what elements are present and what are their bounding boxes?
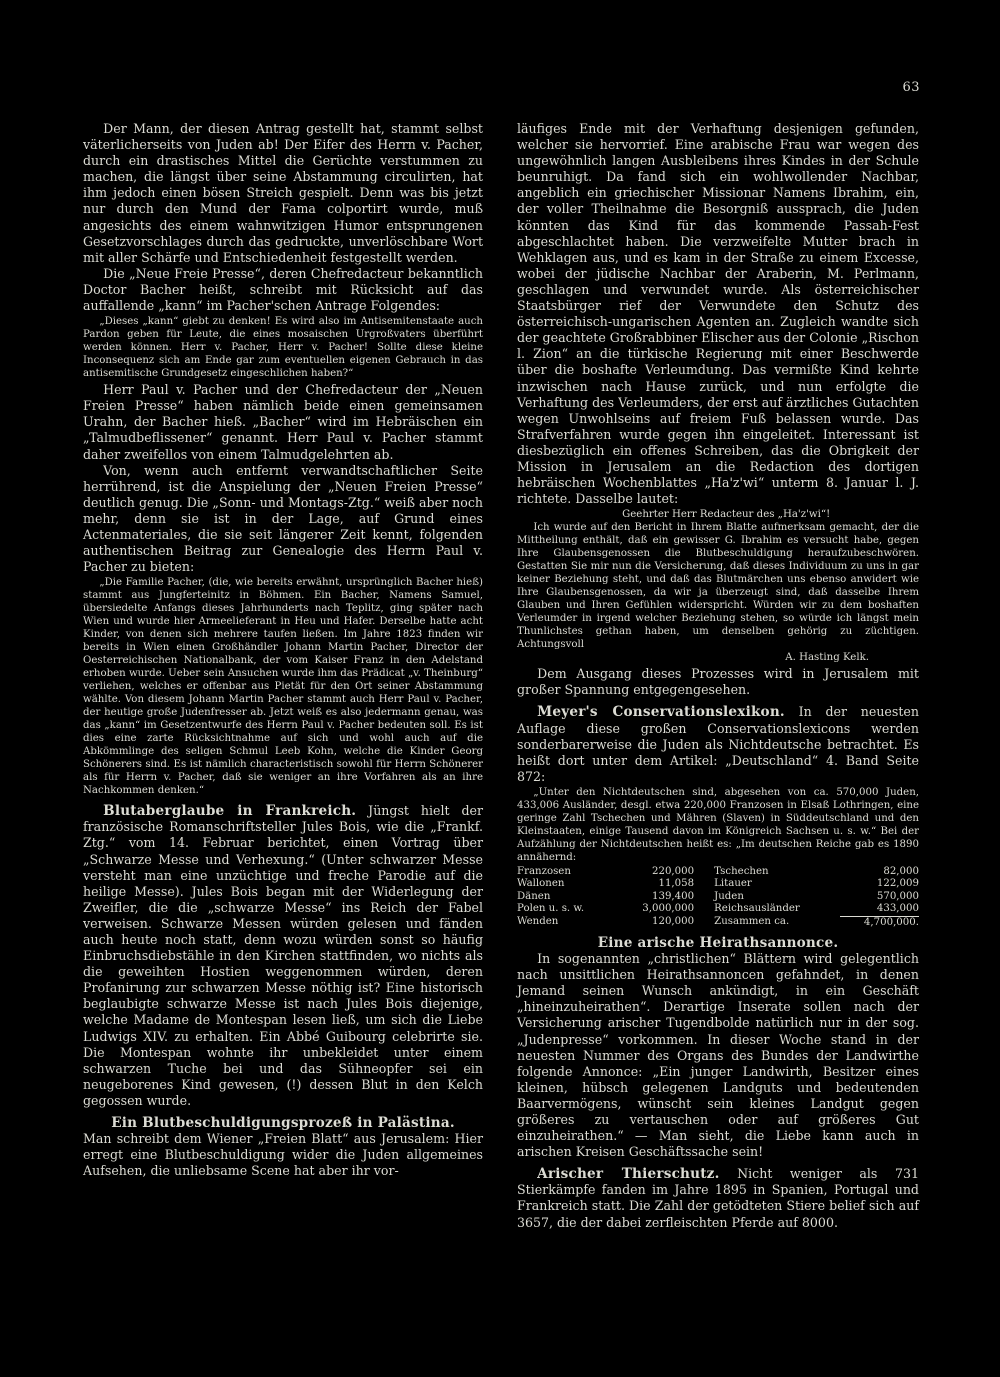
population-label: Litauer (714, 878, 752, 890)
population-label: Juden (714, 890, 744, 902)
population-row (517, 878, 919, 890)
population-label: Dänen (517, 890, 551, 902)
paragraph-pacher-origin: Der Mann, der diesen Antrag gestellt hat, stammt selbst väterlicherseits von Juden ab! Der Eifer des Herrn v. Pacher, durch ein drastisches Mittel die Gerüchte verstummen zu machen, die längst über seine Abstammung circulirten, hat ihm jedoch einen bösen Streich gespielt. Denn was bis jetzt nur durch den Mund der Fama colportirt wurde, muß angesichts des einem wahnwitzigen Humor entsprungenen Gesetzvorschlages durch das gedruckte, unverlöschbare Wort mit aller Schärfe und Entschiedenheit festgestellt werden. (83, 121, 483, 265)
paragraph-urahn: Herr Paul v. Pacher und der Chefredacteur der „Neuen Freien Presse“ haben nämlich beide einen gemeinsamen Urahn, der Bacher hieß. „Bacher“ wird im Hebräischen ein „Talmudbeflissener“ genannt. Herr Paul v. Pacher stammt daher zweifellos von einem Talmudgelehrten ab. (83, 382, 483, 462)
paragraph-thierschutz: Nicht weniger als 731 Stierkämpfe fanden im Jahre 1895 in Spanien, Portugal und Frankreich statt. Die Zahl der getödteten Stiere belief sich auf 3657, die der dabei zerfleischten Pferde auf 8000. (517, 1166, 919, 1230)
letter-mission (517, 508, 919, 664)
section-thierschutz (517, 1166, 919, 1230)
population-value: 220,000 (651, 865, 695, 877)
section-meyer (517, 704, 919, 784)
quote-familie-pacher: „Die Familie Pacher, (die, wie bereits erwähnt, ursprünglich Bacher hieß) stammt aus Jungferteinitz in Böhmen. Ein Bacher, Namens Samuel, übersiedelte Anfangs dieses Jahrhunderts nach Teplitz, ging später nach Wien und wurde hier Armeelieferant in Heu und Hafer. Derselbe hatte acht Kinder, von denen sich mehrere taufen ließen. Im Jahre 1823 finden wir bereits in Wien einen Großhändler Johann Martin Pacher, Director der Oesterreichischen Nationalbank, der vom Kaiser Franz in den Adelstand erhoben wurde. Ueber sein Ansuchen wurde ihm das Prädicat „v. Theinburg“ verliehen, welches er offenbar aus Pietät für den Ort seiner Abstammung wählte. Von diesem Johann Martin Pacher stammt auch Herr Paul v. Pacher, der heutige große Judenfresser ab. Jetzt weiß es also jedermann genau, was das „kann“ im Gesetzentwurfe des Herrn Paul v. Pacher bedeuten soll. Es ist dies eine zarte Rücksichtnahme auf sich und wohl auch auf die Abkömmlinge des seligen Schmul Leeb Kohn, welche die Kinder Georg Schönerers sind. Es ist nämlich characteristisch sowohl für Herrn Schönerer als für Herrn v. Pacher, daß sie weniger an ihre Vorfahren als an ihre Nachkommen denken.“ (83, 577, 483, 797)
paragraph-prozess-ausgang: Dem Ausgang dieses Prozesses wird in Jerusalem mit großer Spannung entgegengesehen. (517, 666, 919, 698)
section-blutaberglaube (83, 803, 483, 1109)
population-label: Wallonen (517, 878, 565, 890)
population-row (517, 903, 919, 916)
population-value: 3,000,000 (642, 903, 695, 915)
heading-blutaberglaube: Blutaberglaube in Frankreich. (103, 803, 357, 820)
population-row (517, 916, 919, 929)
population-label: Reichsausländer (714, 903, 800, 915)
paragraph-neue-freie-presse: Die „Neue Freie Presse“, deren Chefredacteur bekanntlich Doctor Bacher heißt, schreibt mit Rücksicht auf das auffallende „kann“ im Pacher'schen Antrage Folgendes: (83, 265, 483, 314)
heading-thierschutz: Arischer Thierschutz. (537, 1166, 720, 1183)
population-value: 122,009 (876, 878, 919, 890)
population-label: Tschechen (714, 865, 769, 877)
paragraph-meyer: In der neuesten Auflage diese großen Conservationslexicons werden sonderbarerweise die Juden als Nichtdeutsche betrachtet. Es heißt dort unter dem Artikel: „Deutschland“ 4. Band Seite 872: (517, 704, 919, 784)
page-number: 63 (902, 80, 920, 95)
paragraph-genealogie: Von, wenn auch entfernt verwandtschaftlicher Seite herrührend, ist die Anspielung der „Neuen Freien Presse“ deutlich genug. Die „Sonn- und Montags-Ztg.“ weiß aber noch mehr, denn sie ist in der Lage, auf Grund eines Actenmateriales, die sie seit längerer Zeit kennt, folgenden authentischen Beitrag zur Genealogie des Herrn Paul v. Pacher zu bieten: (83, 462, 483, 575)
letter-body: Ich wurde auf den Bericht in Ihrem Blatte aufmerksam gemacht, der die Mittheilung enthält, daß ein gewisser G. Ibrahim es versucht habe, gegen Ihre Glaubensgenossen die Blutbeschuldigung heraufzubeschwören. Gestatten Sie mir nun die Versicherung, daß dieses Individuum zu uns in gar keiner Beziehung steht, und daß das Blutmärchen uns ebenso anwidert wie Ihre Glaubensgenossen, da wir ja überzeugt sind, daß dasselbe Ihrem Glauben und Ihren Gefühlen widerspricht. Würden wir zu dem boshaften Verleumder in irgend welcher Beziehung stehen, so würde ich längst mein Thunlichstes gethan haben, um denselben gehörig zu züchtigen. Achtungsvoll (517, 522, 919, 651)
population-value: 139,400 (651, 890, 695, 902)
quote-nichtdeutsche: „Unter den Nichtdeutschen sind, abgesehen von ca. 570,000 Juden, 433,006 Ausländer, desgl. etwa 220,000 Franzosen in Elsaß Lothringen, eine geringe Zahl Tschechen und Mähren (Slaven) in Süddeutschland und den Kleinstaaten, einige Tausend davon im Königreich Sachsen u. s. w.“ Bei der Aufzählung der Nichtdeutschen heißt es: „Im deutschen Reiche gab es 1890 annähernd: (517, 786, 919, 863)
paragraph-heiratsannonce: In sogenannten „christlichen“ Blättern wird gelegentlich nach unsittlichen Heirathsannoncen gefahndet, in denen Jemand seinen Wunsch ankündigt, in ein Geschäft „hineinzuheirathen“. Derartige Inserate sollen nach der Versicherung arischer Tugendbolde natürlich nur in der sog. „Judenpresse“ vorkommen. In dieser Woche stand in der neuesten Nummer des Organs des Bundes der Landwirthe folgende Annonce: „Ein junger Landwirth, Besitzer eines kleinen, hübsch gelegenen Landguts und bedeutenden Baarvermögens, wünscht sein kleines Landgut gegen größeres zu vertauschen oder auf größeres Gut einzuheirathen.“ — Man sieht, die Liebe kann auch in arischen Kreisen Geschäftssache sein! (517, 951, 919, 1160)
paragraph-schwarze-messe: Jüngst hielt der französische Romanschriftsteller Jules Bois, wie die „Frankf. Ztg.“ vom 14. Februar berichtet, einen Vortrag über „Schwarze Messe und Verhexung.“ (Unter schwarzer Messe versteht man eine unzüchtige und freche Parodie auf die heilige Messe). Jules Bois began mit der Widerlegung der Zweifler, die die „schwarze Messe“ ins Reich der Fabel verweisen. Schwarze Messen würden gelesen und fänden auch heute noch statt, denn wozu würden sonst so häufig Einbruchsdiebstähle in den Kirchen stattfinden, wo nichts als die geweihten Hostien weggenommen würden, deren Profanirung zur schwarzen Messe nöthig ist? Eine historisch beglaubigte schwarze Messe ist nach Jules Bois diejenige, welche Madame de Montespan lesen ließ, um sich die Liebe Ludwigs XIV. zu erhalten. Ein Abbé Guibourg celebrirte sie. Die Montespan wohnte ihr unbekleidet unter einem schwarzen Tuche bei und das Sühneopfer sei ein neugeborenes Kind gewesen, (!) dessen Blut in den Kelch gegossen wurde. (83, 803, 483, 1108)
population-label: Franzosen (517, 865, 571, 877)
left-column (83, 121, 483, 1179)
population-value: 11,058 (658, 878, 695, 890)
heading-blutbeschuldigung: Ein Blutbeschuldigungsprozeß in Palästina. (111, 1115, 455, 1132)
letter-signature: A. Hasting Kelk. (785, 652, 869, 664)
population-row (517, 866, 919, 878)
population-label: Polen u. s. w. (517, 903, 585, 915)
right-column (517, 121, 919, 1231)
population-value: 433,000 (876, 903, 919, 915)
heading-meyer: Meyer's Conservationslexikon. (537, 704, 785, 721)
letter-salutation: Geehrter Herr Redacteur des „Ha'z'wi“! (622, 509, 831, 521)
population-value: 4,700,000. (840, 916, 919, 929)
population-value: 82,000 (883, 865, 919, 877)
population-value: 120,000 (651, 916, 695, 928)
paragraph-jerusalem-start: Man schreibt dem Wiener „Freien Blatt“ aus Jerusalem: Hier erregt eine Blutbeschuldigung wider die Juden allgemeines Aufsehen, die unliebsame Scene hat aber ihr vor- (83, 1131, 483, 1179)
population-label: Zusammen ca. (714, 916, 790, 928)
population-label: Wenden (517, 916, 559, 928)
heading-heiratsannonce: Eine arische Heirathsannonce. (597, 934, 839, 951)
paragraph-jerusalem-cont: läufiges Ende mit der Verhaftung desjenigen gefunden, welcher sie hervorrief. Eine arabische Frau war wegen des ungewöhnlich langen Ausbleibens ihres Kindes in der Schule beunruhigt. Da fand sich ein wohlwollender Nachbar, angeblich ein griechischer Missionar Namens Ibrahim, ein, der voller Theilnahme die Besorgniß aussprach, die Juden könnten das Kind für das kommende Passah-Fest abgeschlachtet haben. Die verzweifelte Mutter brach in Wehklagen aus, und es kam in der Straße zu einem Excesse, wobei der jüdische Nachbar der Araberin, M. Perlmann, geschlagen und verwundet wurde. Als österreichischer Staatsbürger rief der Verwundete den Schutz des österreichisch-ungarischen Agenten an. Zugleich wandte sich der geachtete Großrabbiner Elischer aus der Colonie „Rischon l. Zion“ an die türkische Regierung mit einer Beschwerde über die boshafte Verleumdung. Das vermißte Kind kehrte inzwischen nach Hause zurück, und nun erfolgte die Verhaftung des Verleumders, der erst auf ärztliches Gutachten wegen Unwohlseins auf freiem Fuß belassen wurde. Das Strafverfahren wurde gegen ihn eingeleitet. Interessant ist diesbezüglich ein offenes Schreiben, das die Obrigkeit der Mission in Jerusalem an die Redaction des dortigen hebräischen Wochenblattes „Ha'z'wi“ unterm 8. Januar l. J. richtete. Dasselbe lautet: (517, 121, 919, 507)
quote-kann: „Dieses „kann“ giebt zu denken! Es wird also im Antisemitenstaate auch Pardon geben für Leute, die eines mosaischen Urgroßvaters überführt werden können. Herr v. Pacher, Herr v. Pacher! Sollte diese kleine Inconsequenz sich am Ende gar zum eventuellen eigenen Gebrauch in das antisemitische Grundgesetz eingeschlichen haben?“ (83, 316, 483, 380)
population-table (517, 866, 919, 929)
population-value: 570,000 (876, 890, 919, 902)
population-row (517, 891, 919, 903)
